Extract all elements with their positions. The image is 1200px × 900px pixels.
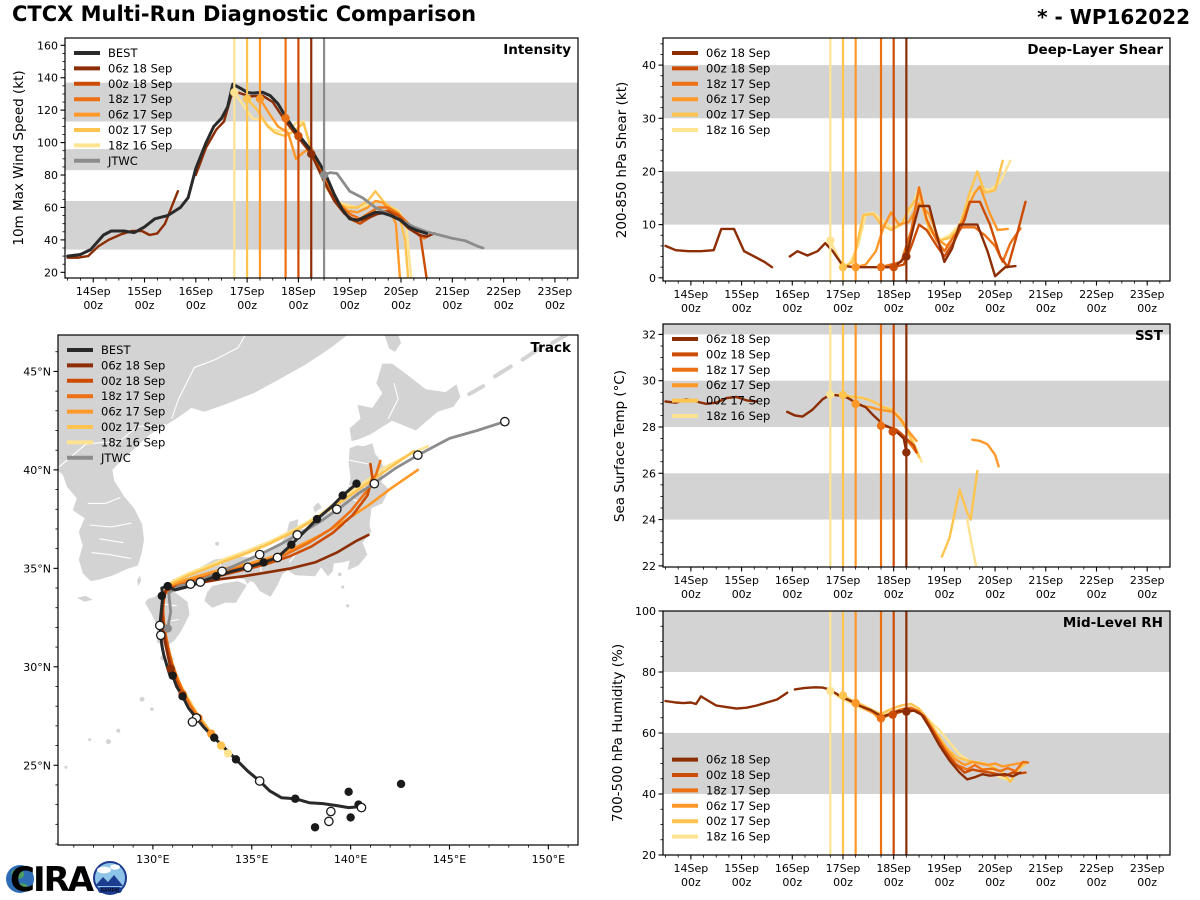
best-position-dot	[339, 491, 347, 499]
x-tick-sublabel: 00z	[680, 588, 701, 601]
x-tick-sublabel: 00z	[985, 588, 1005, 601]
x-tick-sublabel: 00z	[391, 299, 411, 312]
x-tick-sublabel: 00z	[1086, 588, 1107, 601]
position-open-dot	[186, 580, 194, 588]
x-tick-label: 21Sep	[1028, 574, 1064, 587]
y-tick-label: 30	[642, 374, 656, 388]
y-tick-label: 40	[642, 59, 656, 73]
x-tick-sublabel: 00z	[1137, 588, 1158, 601]
fix-open-dot	[357, 803, 365, 811]
x-tick-sublabel: 00z	[1035, 588, 1056, 601]
x-tick-sublabel: 00z	[782, 302, 803, 315]
position-open-dot	[293, 531, 301, 539]
x-tick-label: 18Sep	[876, 288, 912, 301]
x-tick-label: 22Sep	[1079, 288, 1114, 301]
x-tick-label: 21Sep	[1028, 862, 1064, 875]
landmass	[384, 334, 401, 352]
x-tick-label: 22Sep	[1079, 862, 1114, 875]
y-tick-label: 24	[642, 513, 656, 527]
x-tick-sublabel: 00z	[934, 302, 955, 315]
y-tick-label: 20	[642, 849, 656, 862]
cira-logo	[4, 854, 134, 900]
y-tick-label: 80	[642, 666, 656, 679]
position-open-dot	[273, 553, 281, 561]
x-tick-label: 17Sep	[825, 288, 861, 301]
category-band	[65, 201, 578, 250]
legend-label: 18z 17 Sep	[706, 362, 771, 377]
position-open-dot	[414, 451, 422, 459]
track-init-marker	[224, 749, 232, 757]
x-tick-label: 23Sep	[537, 285, 573, 298]
rammb-logo-text: RAMMB	[100, 888, 120, 894]
best-fix-dot	[344, 788, 352, 796]
y-tick-label: 10	[642, 218, 656, 232]
x-tick-label: 21Sep	[1028, 288, 1064, 301]
legend-label: 18z 17 Sep	[706, 783, 771, 798]
x-tick-sublabel: 00z	[731, 588, 752, 601]
x-tick-label: 17Sep	[825, 574, 861, 587]
x-tick-label: 15Sep	[127, 285, 162, 298]
y-tick-label: 40	[44, 233, 58, 247]
x-tick-sublabel: 00z	[1086, 876, 1107, 889]
x-tick-label: 19Sep	[927, 574, 962, 587]
legend-label: 00z 17 Sep	[706, 107, 771, 122]
x-tick-label: 14Sep	[673, 288, 709, 301]
x-tick-label: 16Sep	[178, 285, 214, 298]
best-position-dot	[291, 795, 299, 803]
x-tick-label: 23Sep	[1129, 862, 1165, 875]
island-speck	[338, 572, 342, 576]
y-tick-label: 30	[642, 112, 656, 126]
island-sliver	[469, 386, 483, 394]
fix-open-dot	[325, 817, 333, 825]
page-title: CTCX Multi-Run Diagnostic Comparison	[12, 2, 477, 26]
island-speck	[150, 707, 154, 711]
shear-panel	[642, 38, 1170, 315]
x-tick-label: 16Sep	[774, 862, 810, 875]
position-open-dot	[501, 417, 509, 425]
x-tick-label: 19Sep	[927, 862, 962, 875]
x-tick-label: 19Sep	[927, 288, 962, 301]
position-open-dot	[255, 550, 263, 558]
legend-label: 00z 18 Sep	[101, 373, 166, 388]
position-open-dot	[244, 563, 252, 571]
position-open-dot	[333, 505, 341, 513]
intensity-y-axis-label: 10m Max Wind Speed (kt)	[11, 70, 27, 246]
x-tick-sublabel: 00z	[1086, 302, 1107, 315]
legend-label: 18z 17 Sep	[101, 389, 166, 404]
panel-title-track: Track	[530, 340, 571, 356]
y-tick-label: 100	[37, 136, 58, 150]
island-speck	[88, 738, 91, 741]
best-position-dot	[164, 582, 172, 590]
x-tick-label: 21Sep	[434, 285, 470, 298]
cira-logo-text: CIRA	[10, 860, 93, 900]
lon-tick-label: 145°E	[432, 853, 467, 866]
best-position-dot	[313, 515, 321, 523]
best-position-dot	[210, 733, 218, 741]
landmass	[77, 596, 93, 602]
category-band	[663, 473, 1170, 519]
legend-label: JTWC	[108, 153, 138, 168]
panel-title-shear: Deep-Layer Shear	[1027, 42, 1163, 58]
legend-label: JTWC	[101, 450, 131, 465]
y-tick-label: 20	[44, 266, 58, 280]
series-06z 17 Sep	[972, 440, 998, 467]
position-open-dot	[156, 621, 164, 629]
x-tick-sublabel: 00z	[1137, 302, 1158, 315]
track-panel	[23, 334, 578, 866]
x-tick-sublabel: 00z	[934, 588, 955, 601]
legend-label: 06z 17 Sep	[101, 404, 166, 419]
legend-label: 00z 18 Sep	[706, 768, 771, 782]
x-tick-sublabel: 00z	[1035, 302, 1056, 315]
legend-label: 00z 17 Sep	[706, 393, 771, 408]
x-tick-label: 20Sep	[383, 285, 419, 298]
x-tick-sublabel: 00z	[782, 588, 803, 601]
position-open-dot	[255, 777, 263, 785]
y-tick-label: 140	[37, 71, 58, 85]
x-tick-sublabel: 00z	[833, 588, 853, 601]
x-tick-sublabel: 00z	[883, 876, 904, 889]
lon-tick-label: 135°E	[235, 853, 269, 866]
best-position-dot	[158, 592, 166, 600]
legend-label: 18z 16 Sep	[706, 123, 771, 137]
x-tick-sublabel: 00z	[985, 302, 1005, 315]
legend-label: 18z 17 Sep	[706, 76, 771, 91]
track-06z 17 Sep	[163, 470, 418, 734]
x-tick-sublabel: 00z	[237, 299, 258, 312]
legend-label: 00z 17 Sep	[108, 123, 173, 137]
rh-panel	[635, 605, 1170, 889]
best-position-dot	[178, 692, 186, 700]
island-speck	[64, 766, 67, 769]
x-tick-sublabel: 00z	[680, 302, 701, 315]
x-tick-label: 20Sep	[977, 574, 1013, 587]
x-tick-label: 18Sep	[876, 574, 912, 587]
position-open-dot	[370, 479, 378, 487]
y-tick-label: 80	[44, 169, 58, 183]
legend-label: 18z 16 Sep	[706, 409, 771, 423]
panel-title-rh: Mid-Level RH	[1062, 615, 1163, 631]
legend-label: 06z 18 Sep	[706, 46, 771, 60]
legend-label: 00z 17 Sep	[706, 814, 771, 829]
y-tick-label: 100	[635, 605, 656, 618]
x-tick-sublabel: 00z	[288, 299, 309, 312]
island-speck	[341, 585, 344, 588]
x-tick-sublabel: 00z	[883, 302, 904, 315]
island-speck	[140, 697, 145, 702]
y-tick-label: 22	[642, 559, 656, 573]
legend-label: 06z 18 Sep	[706, 332, 771, 346]
x-tick-sublabel: 00z	[833, 302, 853, 315]
y-tick-label: 26	[642, 467, 656, 481]
x-tick-sublabel: 00z	[833, 876, 853, 889]
track-init-marker	[164, 624, 172, 632]
legend-label: 06z 18 Sep	[101, 358, 166, 373]
x-tick-sublabel: 00z	[1137, 876, 1158, 889]
panel-title-intensity: Intensity	[503, 42, 571, 58]
y-tick-label: 32	[642, 328, 656, 342]
legend-label: 06z 18 Sep	[706, 752, 771, 767]
island-speck	[346, 604, 349, 607]
legend-label: 18z 16 Sep	[101, 435, 166, 450]
best-fix-dot	[397, 780, 405, 788]
x-tick-sublabel: 00z	[731, 302, 752, 315]
x-tick-label: 15Sep	[724, 574, 759, 587]
island-speck	[116, 729, 120, 733]
x-tick-sublabel: 00z	[985, 876, 1005, 889]
storm-id: * - WP162022	[1037, 5, 1190, 29]
x-tick-sublabel: 00z	[1035, 876, 1056, 889]
x-tick-label: 19Sep	[332, 285, 368, 298]
sst-y-axis-label: Sea Surface Temp (°C)	[612, 369, 628, 523]
x-tick-label: 18Sep	[281, 285, 316, 298]
x-tick-label: 23Sep	[1129, 574, 1165, 587]
series-18z 16 Sep	[967, 520, 976, 567]
x-tick-sublabel: 00z	[442, 299, 463, 312]
x-tick-sublabel: 00z	[883, 588, 904, 601]
x-tick-sublabel: 00z	[731, 876, 752, 889]
track-init-marker	[217, 741, 225, 749]
position-open-dot	[188, 718, 196, 726]
x-tick-sublabel: 00z	[339, 299, 360, 312]
y-tick-label: 60	[642, 727, 656, 740]
landmass	[350, 364, 461, 442]
x-tick-label: 14Sep	[75, 285, 111, 298]
x-tick-label: 17Sep	[825, 862, 861, 875]
y-tick-label: 60	[44, 201, 58, 215]
lon-tick-label: 130°E	[136, 853, 170, 866]
lat-tick-label: 40°N	[23, 463, 51, 477]
x-tick-label: 18Sep	[876, 862, 912, 875]
x-tick-label: 22Sep	[1079, 574, 1114, 587]
panel-title-sst: SST	[1134, 328, 1163, 344]
x-tick-sublabel: 00z	[493, 299, 514, 312]
lat-tick-label: 30°N	[23, 660, 51, 674]
position-open-dot	[157, 631, 165, 639]
x-tick-label: 23Sep	[1129, 288, 1165, 301]
series-06z 18 Sep	[666, 693, 788, 709]
legend-label: BEST	[108, 46, 138, 60]
lat-tick-label: 25°N	[23, 759, 51, 773]
x-tick-label: 15Sep	[724, 288, 759, 301]
best-position-dot	[232, 755, 240, 763]
x-tick-sublabel: 00z	[782, 876, 803, 889]
island-speck	[215, 542, 219, 546]
lon-tick-label: 140°E	[333, 853, 368, 866]
legend-label: 00z 18 Sep	[706, 61, 771, 76]
x-tick-label: 16Sep	[774, 288, 810, 301]
lon-tick-label: 150°E	[531, 853, 566, 866]
legend-label: 00z 17 Sep	[101, 420, 166, 434]
sst-panel	[642, 324, 1170, 601]
x-tick-label: 20Sep	[977, 862, 1013, 875]
best-fix-dot	[311, 823, 319, 831]
legend-label: 18z 16 Sep	[108, 138, 173, 153]
x-tick-label: 22Sep	[486, 285, 521, 298]
best-position-dot	[287, 541, 295, 549]
x-tick-sublabel: 00z	[545, 299, 565, 312]
fix-open-dot	[327, 807, 335, 815]
x-tick-label: 16Sep	[774, 574, 810, 587]
y-tick-label: 120	[37, 104, 58, 118]
track-18z 16 Sep	[163, 446, 428, 753]
y-tick-label: 160	[37, 39, 58, 53]
lat-tick-label: 45°N	[23, 365, 51, 379]
best-position-dot	[259, 558, 267, 566]
y-tick-label: 40	[642, 788, 656, 801]
best-position-dot	[352, 479, 360, 487]
intensity-panel	[37, 38, 578, 312]
legend-label: BEST	[101, 343, 131, 357]
landmass	[137, 575, 141, 586]
landmass	[313, 502, 322, 512]
island-speck	[106, 739, 111, 744]
best-position-dot	[212, 572, 220, 580]
landmass	[204, 581, 247, 608]
shear-y-axis-label: 200-850 hPa Shear (kt)	[614, 81, 630, 239]
legend-label: 06z 18 Sep	[108, 61, 173, 76]
lat-tick-label: 35°N	[23, 562, 51, 576]
x-tick-label: 14Sep	[673, 574, 709, 587]
best-fix-dot	[346, 813, 354, 821]
x-tick-sublabel: 00z	[83, 299, 104, 312]
legend-label: 06z 17 Sep	[706, 378, 771, 393]
x-tick-label: 20Sep	[977, 288, 1013, 301]
legend-label: 06z 17 Sep	[108, 107, 173, 122]
legend-label: 18z 17 Sep	[108, 92, 173, 107]
x-tick-label: 17Sep	[229, 285, 265, 298]
legend-label: 06z 17 Sep	[706, 92, 771, 107]
series-06z 18 Sep	[666, 229, 773, 267]
legend-label: 00z 18 Sep	[108, 76, 173, 91]
legend-label: 06z 17 Sep	[706, 798, 771, 813]
x-tick-sublabel: 00z	[934, 876, 955, 889]
x-tick-sublabel: 00z	[185, 299, 206, 312]
y-tick-label: 20	[642, 165, 656, 179]
x-tick-sublabel: 00z	[134, 299, 155, 312]
x-tick-label: 14Sep	[673, 862, 709, 875]
best-position-dot	[168, 671, 176, 679]
rh-y-axis-label: 700-500 hPa Humidity (%)	[610, 643, 626, 823]
legend-label: 00z 18 Sep	[706, 347, 771, 362]
x-tick-sublabel: 00z	[680, 876, 701, 889]
island-sliver	[495, 367, 511, 377]
position-open-dot	[196, 578, 204, 586]
x-tick-label: 15Sep	[724, 862, 759, 875]
legend-label: 18z 16 Sep	[706, 829, 771, 844]
y-tick-label: 28	[642, 420, 656, 434]
y-tick-label: 0	[649, 271, 656, 285]
